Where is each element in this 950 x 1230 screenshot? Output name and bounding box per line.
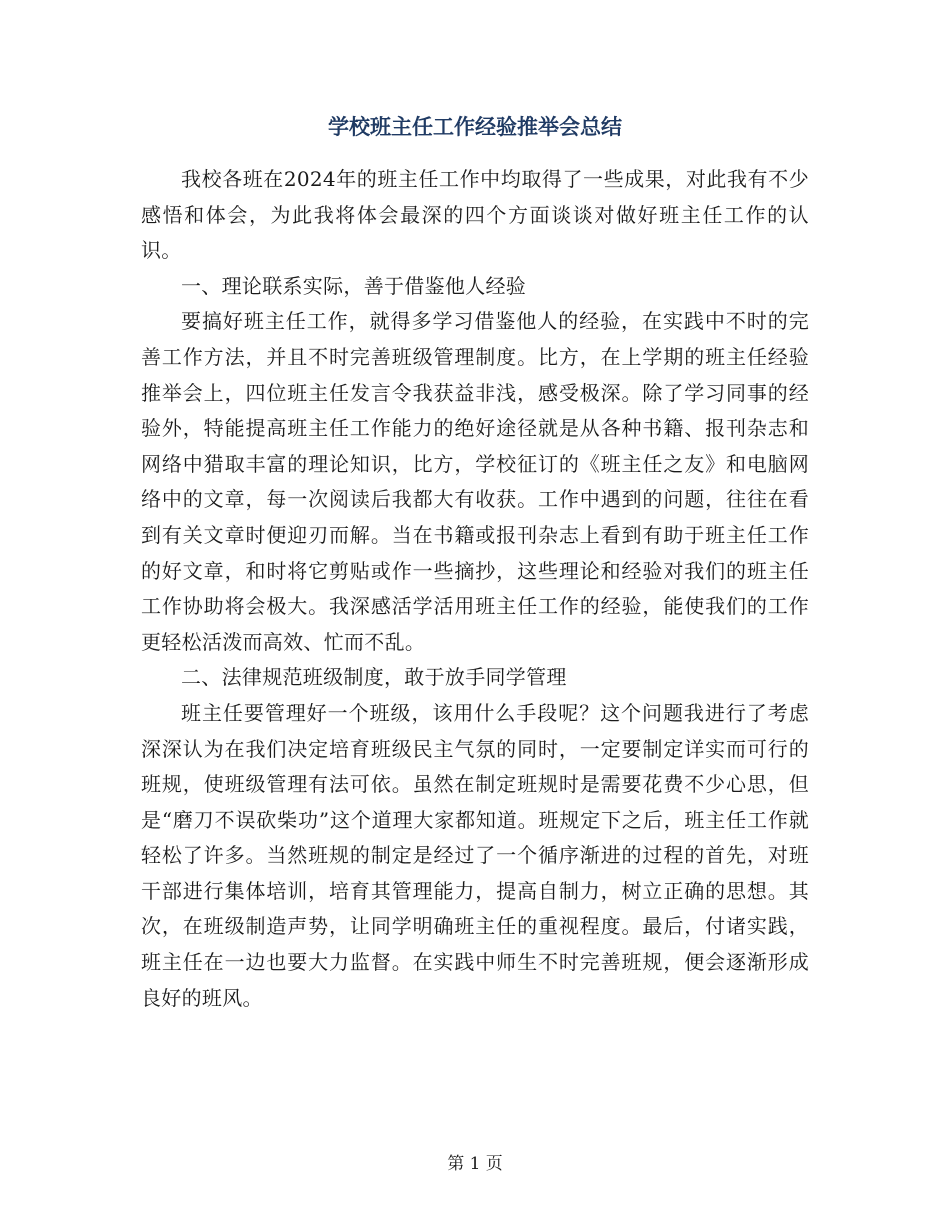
document-title: 学校班主任工作经验推举会总结 <box>328 114 622 139</box>
section-heading-1: 一、理论联系实际，善于借鉴他人经验 <box>181 273 527 298</box>
document-body <box>141 162 809 1016</box>
section-1-paragraph: 要搞好班主任工作，就得多学习借鉴他人的经验，在实践中不时的完善工作方法，并且不时完善班级管理制度。比方，在上学期的班主任经验推举会上，四位班主任发言令我获益非浅，感受极深。除了学习同事的经验外，特能提高班主任工作能力的绝好途径就是从各种书籍、报刊杂志和网络中猎取丰富的理论知识，比方，学校征订的《班主任之友》和电脑网络中的文章，每一次阅读后我都大有收获。工作中遇到的问题，往往在看到有关文章时便迎刃而解。当在书籍或报刊杂志上看到有助于班主任工作的好文章，和时将它剪贴或作一些摘抄，这些理论和经验对我们的班主任工作协助将会极大。我深感活学活用班主任工作的经验，能使我们的工作更轻松活泼而高效、忙而不乱。 <box>141 309 809 654</box>
section-2-paragraph: 班主任要管理好一个班级，该用什么手段呢？这个问题我进行了考虑深深认为在我们决定培育班级民主气氛的同时，一定要制定详实而可行的班规，使班级管理有法可依。虽然在制定班规时是需要花费不少心思，但是“磨刀不误砍柴功”这个道理大家都知道。班规定下之后，班主任工作就轻松了许多。当然班规的制定是经过了一个循序渐进的过程的首先，对班干部进行集体培训，培育其管理能力，提高自制力，树立正确的思想。其次，在班级制造声势，让同学明确班主任的重视程度。最后，付诸实践，班主任在一边也要大力监督。在实践中师生不时完善班规，便会逐渐形成良好的班风。 <box>141 700 809 1010</box>
section-heading-2: 二、法律规范班级制度，敢于放手同学管理 <box>181 665 567 690</box>
intro-paragraph: 我校各班在2024年的班主任工作中均取得了一些成果，对此我有不少感悟和体会，为此我将体会最深的四个方面谈谈对做好班主任工作的认识。 <box>141 167 809 263</box>
page-number: 第 1 页 <box>447 1154 503 1174</box>
